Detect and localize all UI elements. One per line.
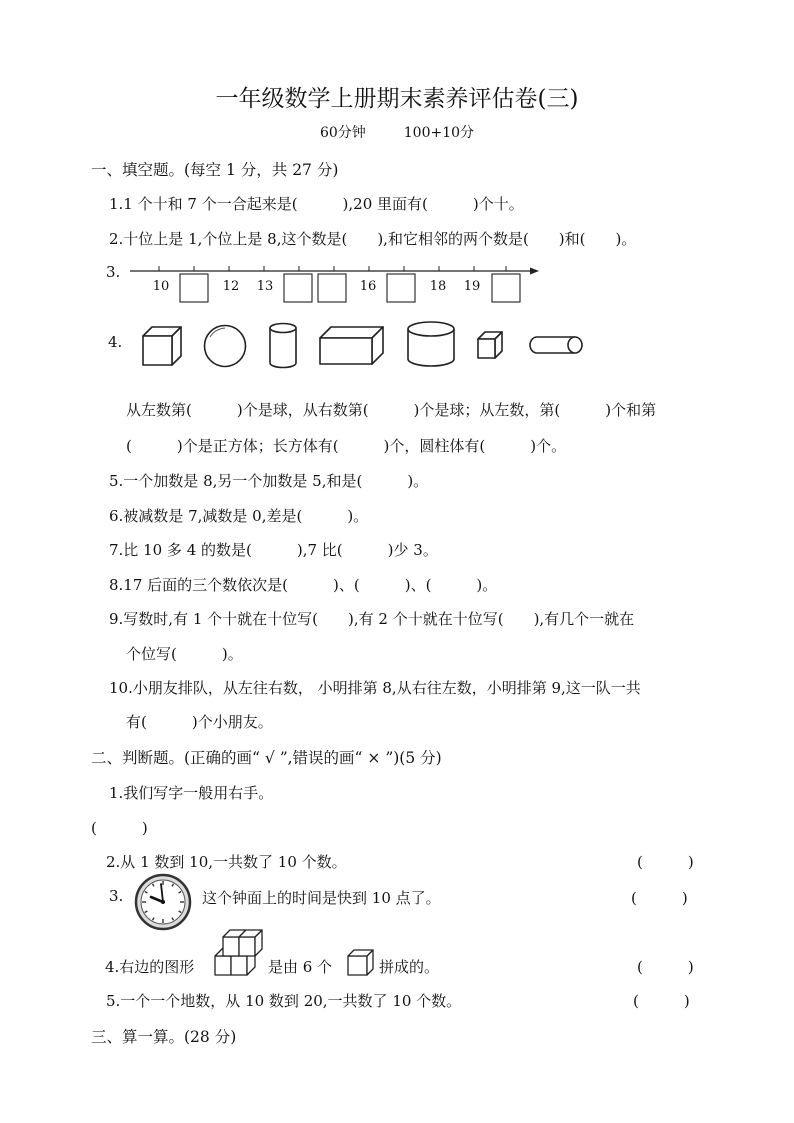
section3-heading: 三、算一算。(28 分) xyxy=(91,1028,237,1046)
number-line-label: 19 xyxy=(463,279,481,294)
question-1-2: 2.十位上是 1,个位上是 8,这个数是( ),和它相邻的两个数是( )和( )。 xyxy=(109,230,637,248)
exam-time: 60分钟 xyxy=(319,125,366,141)
number-line-figure xyxy=(125,260,545,308)
section1-heading: 一、填空题。(每空 1 分，共 27 分) xyxy=(91,161,339,179)
section2-heading: 二、判断题。(正确的画“ √ ”,错误的画“ × ”)(5 分) xyxy=(91,749,442,767)
question-1-3-label: 3. xyxy=(106,263,121,281)
lying-cylinder-shape xyxy=(530,337,582,353)
number-line-label: 10 xyxy=(152,279,170,294)
clock-icon xyxy=(134,872,194,932)
cylinder-shape xyxy=(270,324,296,368)
wide-cylinder-shape xyxy=(408,322,454,366)
exam-meta xyxy=(0,122,794,142)
question-1-7: 7.比 10 多 4 的数是( ),7 比( )少 3。 xyxy=(109,541,438,559)
judge-answer-5[interactable]: ( ) xyxy=(633,992,690,1010)
judge-answer-1[interactable]: ( ) xyxy=(91,819,148,837)
small-cube-icon xyxy=(346,948,376,978)
solid-shapes-figure xyxy=(0,315,794,375)
judge-question-4-part2: 是由 6 个 xyxy=(268,958,333,976)
question-1-10-line2: 有( )个小朋友。 xyxy=(126,713,273,731)
number-line-label: 13 xyxy=(256,279,274,294)
question-1-4-line2: ( )个是正方体；长方体有( )个，圆柱体有( )个。 xyxy=(126,437,567,455)
answer-box[interactable] xyxy=(387,274,415,302)
answer-box[interactable] xyxy=(180,274,208,302)
question-1-5: 5.一个加数是 8,另一个加数是 5,和是( )。 xyxy=(109,472,429,490)
judge-question-1: 1.我们写字一般用右手。 xyxy=(109,784,274,802)
judge-answer-4[interactable]: ( ) xyxy=(637,958,694,976)
answer-box[interactable] xyxy=(492,274,520,302)
number-line-ticks xyxy=(159,266,506,271)
small-cube-shape xyxy=(478,332,502,358)
arrow-icon xyxy=(530,268,539,275)
question-1-1: 1.1 个十和 7 个一合起来是( ),20 里面有( )个十。 xyxy=(109,195,524,213)
answer-box[interactable] xyxy=(284,274,312,302)
judge-question-5: 5.一个一个地数，从 10 数到 20,一共数了 10 个数。 xyxy=(106,992,462,1010)
cube-shape xyxy=(143,327,181,365)
question-1-4-label: 4. xyxy=(108,333,123,351)
answer-box[interactable] xyxy=(318,274,346,302)
question-1-10-line1: 10.小朋友排队，从左往右数， 小明排第 8,从右往左数，小明排第 9,这一队一共 xyxy=(109,679,641,697)
cube-stack-figure xyxy=(213,928,263,980)
exam-score: 100+10分 xyxy=(403,125,475,141)
question-1-4-line1: 从左数第( )个是球，从右数第( )个是球；从左数，第( )个和第 xyxy=(126,401,657,419)
page-title: 一年级数学上册期末素养评估卷(三) xyxy=(215,86,579,112)
question-1-8: 8.17 后面的三个数依次是( )、( )、( )。 xyxy=(109,576,498,594)
number-line-label: 16 xyxy=(359,279,377,294)
question-1-9-line2: 个位写( )。 xyxy=(126,645,243,663)
question-1-9-line1: 9.写数时,有 1 个十就在十位写( ),有 2 个十就在十位写( ),有几个一就在 xyxy=(109,610,635,628)
question-1-6: 6.被减数是 7,减数是 0,差是( )。 xyxy=(109,507,369,525)
number-line-label: 18 xyxy=(429,279,447,294)
sphere-shape xyxy=(205,326,246,367)
judge-question-3-text: 这个钟面上的时间是快到 10 点了。 xyxy=(202,889,441,907)
judge-question-4-part3: 拼成的。 xyxy=(379,958,440,976)
judge-answer-3[interactable]: ( ) xyxy=(631,889,688,907)
judge-question-2: 2.从 1 数到 10,一共数了 10 个数。 xyxy=(106,853,347,871)
cuboid-shape xyxy=(320,327,383,364)
judge-question-4-part1: 4.右边的图形 xyxy=(105,958,195,976)
judge-answer-2[interactable]: ( ) xyxy=(637,853,694,871)
judge-question-3-label: 3. xyxy=(109,887,124,905)
number-line-label: 12 xyxy=(222,279,240,294)
